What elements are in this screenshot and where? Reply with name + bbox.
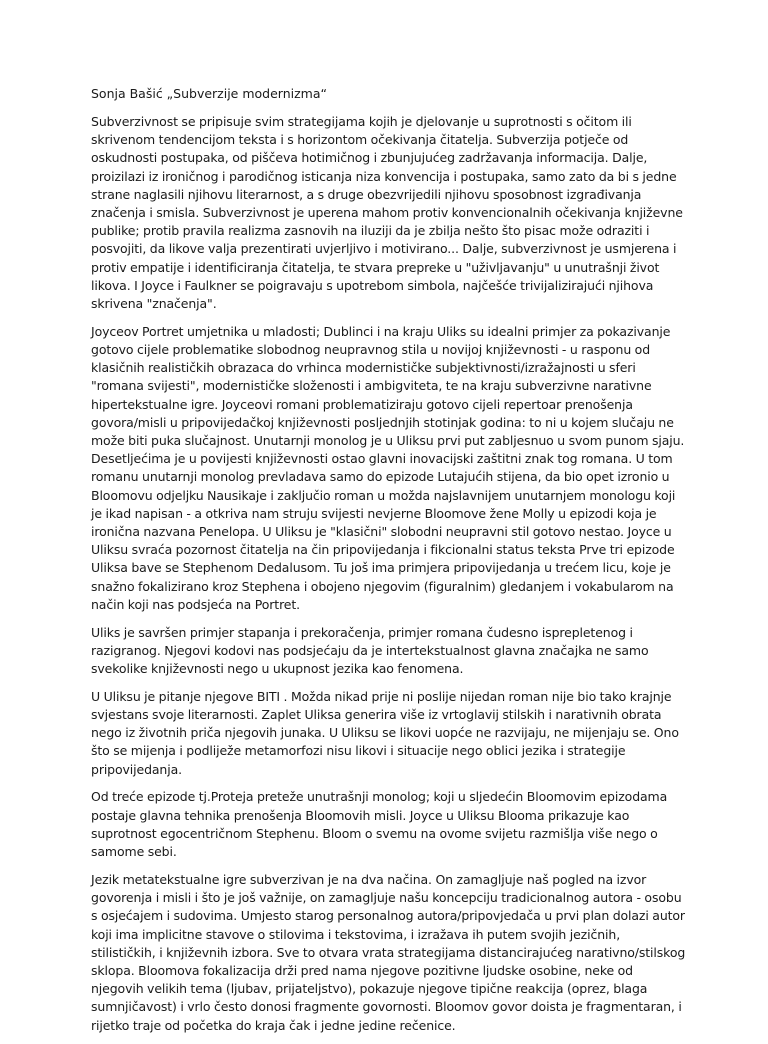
paragraph-6: Jezik metatekstualne igre subverzivan je na dva načina. On zamagljuje naš pogled na izvor govorenja i misli i što je još važnije, on zamagljuje našu koncepciju tradicionalnog autora - osobu s osjećajem i sudovima. Umjesto starog personalnog autora/pripovjedača u prvi plan dolazi autor koji ima implicitne stavove o stilovima i tekstovima, i izražava ih putem svojih jezičnih, stilističkih, i književnih izbora. Sve to otvara vrata strategijama distancirajućeg narativno/stilskog sklopa. Bloomova fokalizacija drži pred nama njegove pozitivne ljudske osobine, neke od njegovih velikih tema (ljubav, prijateljstvo), pokazuje njegove tipične reakcija (oprez, blaga sumnjičavost) i vrlo često donosi fragmente govornosti. Bloomov govor doista je fragmentaran, i rijetko traje od početka do kraja čak i jedne jedine rečenice. [91,871,686,1033]
document-title: Sonja Bašić „Subverzije modernizma“ [91,86,327,101]
paragraph-1: Subverzivnost se pripisuje svim strategijama kojih je djelovanje u suprotnosti s očitom ili skrivenom tendencijom teksta i s horizontom očekivanja čitatelja. Subverzija potječe od oskudnosti postupaka, od piščeva hotimičnog i zbunjujućeg zadržavanja informacija. Dalje, proizilazi iz ironičnog i parodičnog isticanja niza konvencija i postupaka, samo zato da bi s jedne strane naglasili njihovu literarnost, a s druge obezvrijedili njihovu sposobnost izgrađivanja značenja i smisla. Subverzivnost je uperena mahom protiv konvencionalnih očekivanja književne publike; protib pravila realizma zasnovih na iluziji da je zbilja nešto što pisac može odraziti i posvojiti, da likove valja prezentirati uvjerljivo i motivirano... Dalje, subverzivnost je usmjerena i protiv empatije i identificiranja čitatelja, te stvara prepreke u "uživljavanju" u unutrašnji život likova. I Joyce i Faulkner se poigravaju s upotrebom simbola, najčešće trivijalizirajući njihova skrivena "značenja". [91,114,683,312]
paragraph-5: Od treće epizode tj.Proteja preteže unutrašnji monolog; koji u sljedećin Bloomovim epizodama postaje glavna tehnika prenošenja Bloomovih misli. Joyce u Uliksu Blooma prikazuje kao suprotnost egocentričnom Stephenu. Bloom o svemu na ovome svijetu razmišlja više nego o samome sebi. [91,789,668,860]
document-page [91,84,687,1044]
paragraph-4: U Uliksu je pitanje njegove BITI . Možda nikad prije ni poslije nijedan roman nije bio tako krajnje svjestans svoje literarnosti. Zaplet Uliksa generira više iz vrtoglavij stilskih i narativnih obrata nego iz životnih priča njegovih junaka. U Uliksu se likovi uopće ne razvijaju, ne mijenjaju se. Ono što se mijenja i podliježe metamorfozi nisu likovi i situacije nego oblici jezika i strategije pripovijedanja. [91,688,679,777]
paragraph-3: Uliks je savršen primjer stapanja i prekoračenja, primjer romana čudesno isprepletenog i razigranog. Njegovi kodovi nas podsjećaju da je intertekstualnost glavna značajka ne samo svekolike književnosti nego u ukupnost jezika kao fenomena. [91,624,649,677]
paragraph-2: Joyceov Portret umjetnika u mladosti; Dublinci i na kraju Uliks su idealni primjer za pokazivanje gotovo cijele problematike slobodnog neupravnog stila u novijoj književnosti - u rasponu od klasičnih realističkih obrazaca do vrhinca modernističke subjektivnosti/izražajnosti u sferi "romana svijesti", modernističke složenosti i ambigviteta, te na kraju subverzivne narativne hipertekstualne igre. Joyceovi romani problematiziraju gotovo cijeli repertoar prenošenja govora/misli u pripovijedačkoj književnosti posljednjih stotinjak godina: to ni u kojem slučaju ne može biti puka slučajnost. Unutarnji monolog je u Uliksu prvi put zabljesnuo u svom punom sjaju. Desetljećima je u povijesti književnosti ostao glavni inovacijski zaštitni znak tog romana. U tom romanu unutarnji monolog prevladava samo do epizode Lutajućih stijena, da bio opet izronio u Bloomovu odjeljku Nausikaje i zaključio roman u možda najslavnijem unutarnjem monologu koji je ikad napisan - a otkriva nam struju svijesti nevjerne Bloomove žene Molly u epizodi koja je ironična nazvana Penelopa. U Uliksu je "klasični" slobodni neupravni stil gotovo nestao. Joyce u Uliksu svraća pozornost čitatelja na čin pripovijedanja i fikcionalni status teksta Prve tri epizode Uliksa bave se Stephenom Dedalusom. Tu još ima primjera pripovijedanja u trećem licu, koje je snažno fokalizirano kroz Stephena i obojeno njegovim (figuralnim) gledanjem i vokabularom na način koji nas podsjeća na Portret. [91,323,685,612]
